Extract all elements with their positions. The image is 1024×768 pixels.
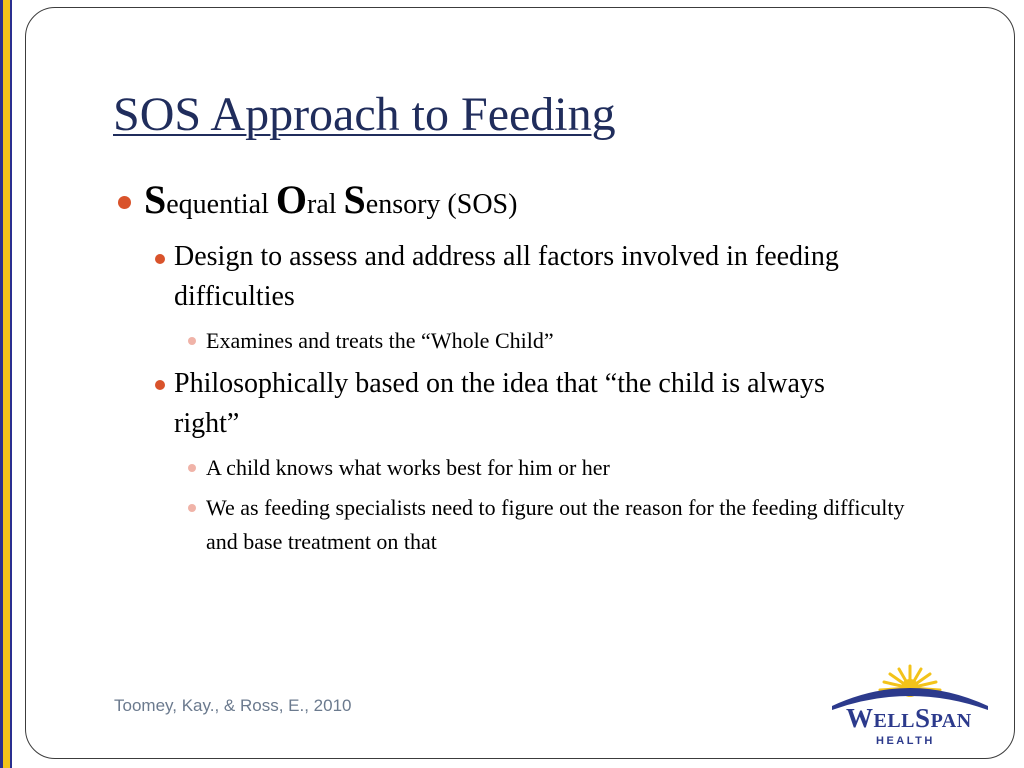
sub-bullet-child-knows: A child knows what works best for him or her xyxy=(206,455,610,480)
slide-title: SOS Approach to Feeding xyxy=(113,88,616,141)
side-stripe-yellow xyxy=(3,0,10,768)
level3-bullet-icon xyxy=(188,337,196,345)
logo-letters-ell: ELL xyxy=(873,710,916,732)
level2-bullet-icon xyxy=(155,254,165,264)
citation-footer: Toomey, Kay., & Ross, E., 2010 xyxy=(114,696,352,715)
bullet-philosophy: Philosophically based on the idea that “the child is always right” xyxy=(174,368,825,439)
heading-cap-s1: S xyxy=(144,177,167,222)
level3-bullet-icon xyxy=(188,464,196,472)
sub-bullet-feeding-specialists: We as feeding specialists need to figure out the reason for the feeding difficulty and base treatment on that xyxy=(206,495,905,554)
level1-heading xyxy=(144,178,517,227)
logo-wordmark xyxy=(846,703,996,734)
level1-bullet-icon xyxy=(118,196,131,209)
level3-bullet-icon xyxy=(188,504,196,512)
level2-bullet-icon xyxy=(155,380,165,390)
side-stripe-navy-inner xyxy=(10,0,12,768)
heading-cap-s2: S xyxy=(343,177,366,222)
wellspan-logo xyxy=(828,660,993,755)
sub-bullet-whole-child: Examines and treats the “Whole Child” xyxy=(206,328,554,353)
bullet-design: Design to assess and address all factors involved in feeding difficulties xyxy=(174,241,839,312)
heading-cap-o: O xyxy=(275,177,307,222)
logo-letters-pan: PAN xyxy=(930,710,972,732)
heading-rest-2: ral xyxy=(307,189,344,220)
logo-subtitle: HEALTH xyxy=(876,735,935,747)
logo-letter-w: W xyxy=(846,703,874,733)
heading-rest-1: equential xyxy=(166,189,276,220)
heading-rest-3: ensory (SOS) xyxy=(365,189,518,220)
logo-letter-s: S xyxy=(915,703,931,733)
